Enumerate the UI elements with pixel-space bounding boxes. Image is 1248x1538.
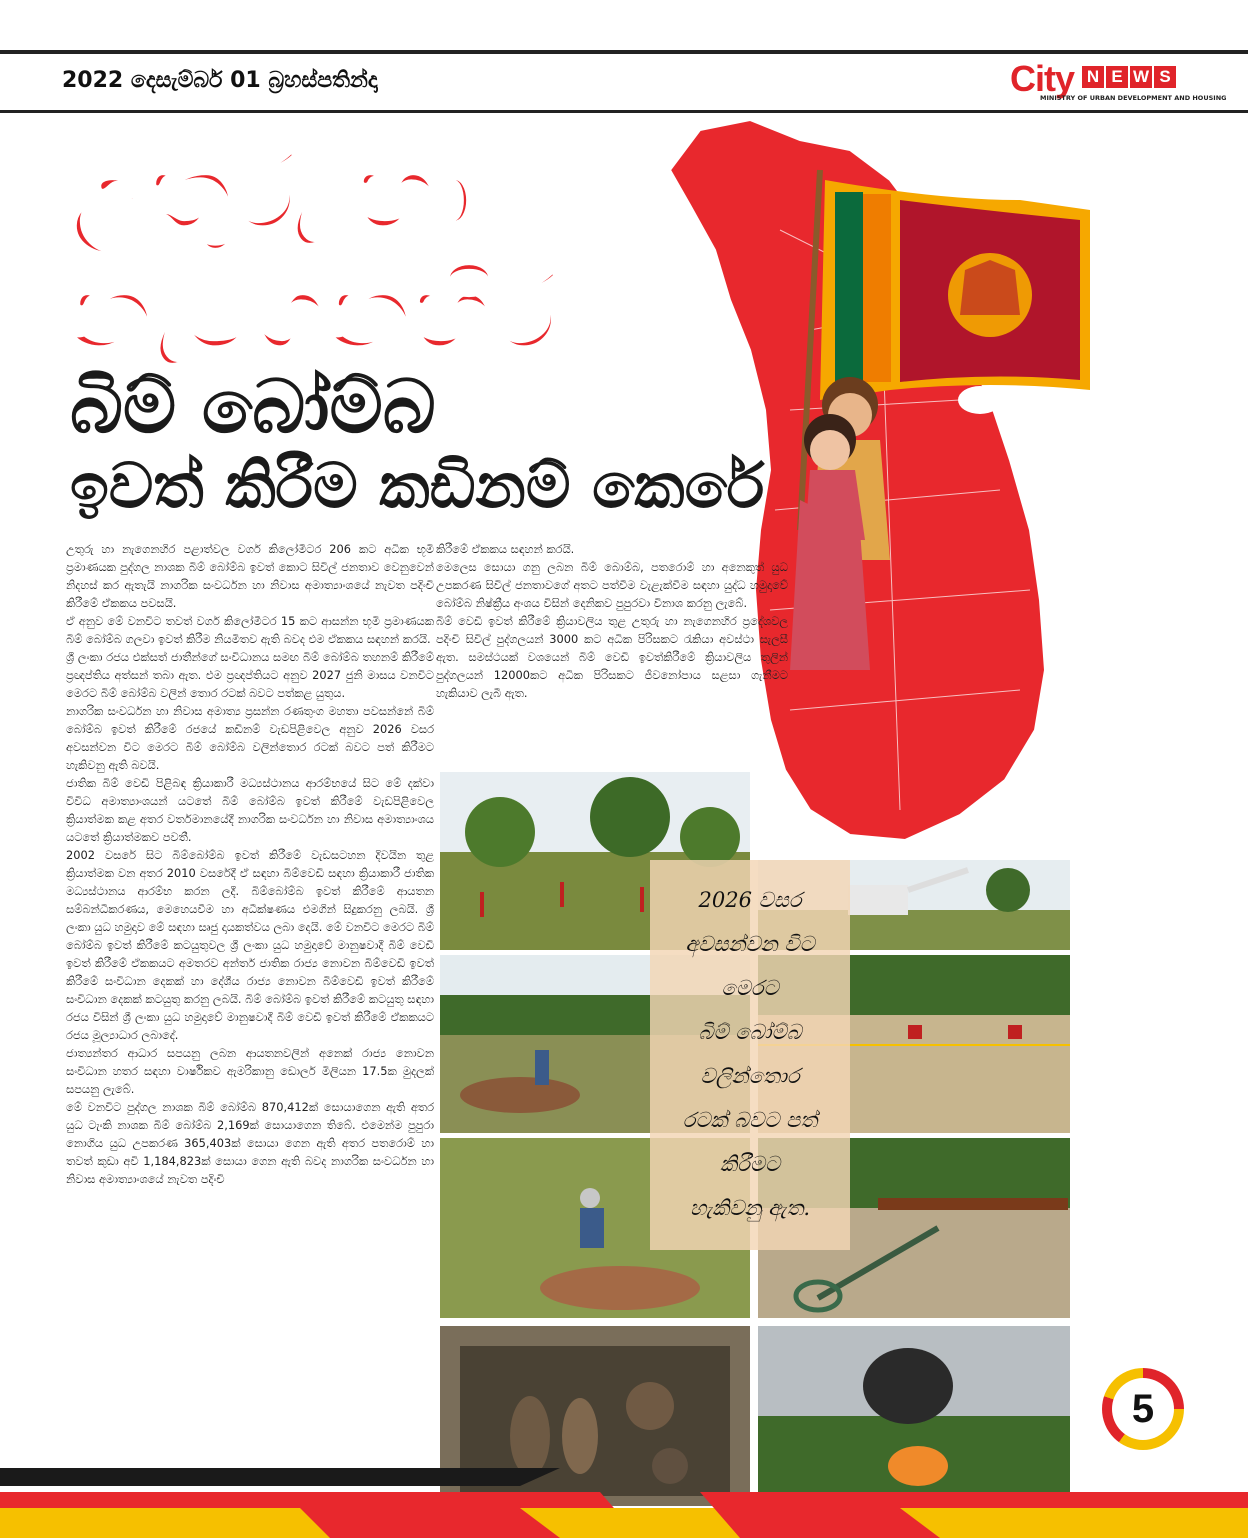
- article-column-2: [436, 540, 788, 702]
- article-paragraph: මේ වනවිට පුද්ගල නාශක බිම් බෝම්බ 870,412ක් සොයාගෙන ඇති අතර යුධ ටැංකි නාශක බිම් බෝම්බ 2,169ක් සොයාගෙන තිබේ. එමෙන්ම පුපුරා නොගිය යුධ උපකරණ 365,403ක් සොයා ගෙන ඇති අතර පතරොම් හා තවත් කුඩා අවි 1,184,823ක් සොයා ගෙන ඇති බවද නාගරික සංවර්ධන හා නිවාස අමාත්‍යාංශයේ නැවත පදිංචි: [66, 1100, 434, 1186]
- article-paragraph: නාගරික සංවර්ධන හා නිවාස අමාත්‍ය ප්‍රසන්න රණතුංග මහතා පවසන්නේ බිම් බෝම්බ ඉවත් කිරීමේ රජයේ කඩිනම් වැඩපිළිවෙල අනුව 2026 වසර අවසන්වන විට මෙරට බිම් බෝම්බ වලින්තොර රටක් බවට පත් කිරීමට හැකිවනු ඇති බවයි.: [66, 704, 434, 772]
- pull-quote-line: කිරීමට: [720, 1152, 780, 1176]
- logo-letter-s: S: [1154, 66, 1176, 88]
- top-rule: [0, 50, 1248, 54]
- headline-line3: බිම් බෝම්බ: [70, 364, 436, 450]
- headline-line4: ඉවත් කිරීම කඩිනම් කෙරේ: [70, 449, 765, 522]
- pull-quote-line: අවසන්වන විට: [685, 932, 815, 956]
- pull-quote-line: රටක් බවට පත්: [682, 1108, 818, 1132]
- footer-band: [0, 1468, 1248, 1538]
- logo-letter-n: N: [1082, 66, 1104, 88]
- article-paragraph: බිම් වෙඩි ඉවත් කිරීමේ ක්‍රියාවලිය තුළ උතුරු හා නැගෙනහිර ප්‍රදේශවල පදිංචි සිවිල් පුද්ගලයන් 3000 කට අධික පිරිසකට රැකියා අවස්ථා සැලසී ඇත. සමස්ථයක් වශයෙන් බිම් වෙඩි ඉවත්කිරීමේ ක්‍රියාවලිය තුලින් පුද්ගලයන් 12000කට අධික පිරිසකට ජීවනෝපාය සළසා ගැනීමට හැකියාව ලැබී ඇත.: [436, 614, 788, 700]
- issue-date: 2022 දෙසැම්බර් 01 බ්‍රහස්පතින්දා: [62, 68, 378, 93]
- logo-ministry: MINISTRY OF URBAN DEVELOPMENT AND HOUSING: [1040, 94, 1227, 102]
- logo-news-letters: [1082, 66, 1176, 88]
- logo-letter-w: W: [1130, 66, 1152, 88]
- logo-city-text: City: [1010, 58, 1075, 99]
- page-number: 5: [1131, 1387, 1155, 1431]
- pull-quote-line: 2026 වසර: [698, 888, 802, 912]
- pull-quote-line: බිම් බෝම්බ: [698, 1020, 802, 1044]
- logo-letter-e: E: [1106, 66, 1128, 88]
- pull-quote-line: මෙරට: [721, 976, 779, 1000]
- article-column-1: [66, 540, 434, 1188]
- article-paragraph: කිරීමේ ඒකකය සඳහන් කරයි.: [436, 542, 575, 556]
- article-paragraph: ජාත්‍යන්තර ආධාර සපයනු ලබන ආයතනවලින් අනෙක් රාජ්‍ය නොවන සංවිධාන හතර සඳහා වාර්ෂිකව ඇමරිකානු ඩොලර් මිලියන 17.5ක මුදලක් සපයනු ලැබේ.: [66, 1046, 434, 1096]
- article-paragraph: මෙලෙස සොයා ගනු ලබන බිම් බොම්බ, පතරොම් හා අනෙකුත් යුධ උපකරණ සිවිල් ජනතාවගේ අතට පත්වීම වැළැක්වීම සඳහා යුද්ධ හමුදාවේ බෝම්බ නිෂ්ක්‍රීය අංශය විසින් දෙනිකව පුපුරවා විනාශ කරනු ලැබේ.: [436, 560, 788, 610]
- pull-quote-line: වලින්තොර: [700, 1064, 800, 1088]
- pull-quote: [650, 878, 850, 1230]
- article-paragraph: උතුරු හා නැගෙනහිර පළාත්වල වර්ග කිලෝමීටර 206 කට අධික භූමි ප්‍රමාණයක පුද්ගල නාශක බිම් බෝම්බ ඉවත් කොට සිවිල් ජනතාව වෙනුවෙන් නිදහස් කර ඇතැයි නාගරික සංවර්ධන හා නිවාස අමාත්‍යාංශයේ නැවත පදිංචි කිරීමේ ඒකකය පවසයි.: [66, 542, 434, 610]
- article-paragraph: 2002 වසරේ සිට බිම්බෝම්බ ඉවත් කිරීමේ වැඩසටහන දිවයින තුළ ක්‍රියාත්මක වන අතර 2010 වසරේදී ඒ සඳහා බිම්වෙඩි සඳහා ක්‍රියාකාරී ජාතික මධ්‍යස්ථානය ආරම්භ කරන ලදී. බිම්බෝම්බ ඉවත් කිරීමේ ආයතන සම්බන්ධීකරණය, මෙහෙයවීම හා අධීක්ෂණය එමගින් සිදුකරනු ලබයි. ශ්‍රී ලංකා යුධ හමුදාව මේ සඳහා සෘජු දායකත්වය ලබා දෙයි. මේ වනවිට මෙරට බිම් බෝම්බ ඉවත් කිරීමේ කටයුතුවල ශ්‍රී ලංකා යුධ හමුදාවේ මානුෂවාදී බිම් වෙඩි ඉවත් කිරීමේ ඒකකයට අමතරව අන්තර් ජාතික රාජ්‍ය නොවන බිම්වෙඩි ඉවත් කිරීමේ සංවිධාන දෙකක් හා දේශීය රාජ්‍ය නොවන බිම්වෙඩි ඉවත් කිරීමේ සංවිධාන දෙකක් කටයුතු කරනු ලබයි. බිම් බෝම්බ ඉවත් කිරීමේ කටයුතු සඳහා රජය විසින් ශ්‍රී ලංකා යුධ හමුදාවේ මානුෂවාදී බිම් වෙඩි ඉවත් කිරීමේ ඒකකයට රජය මූල්‍යාධාර ලබාදේ.: [66, 848, 434, 1042]
- headline-line2: නැගෙනහිර: [70, 251, 558, 373]
- sri-lanka-flag: [820, 180, 1090, 400]
- citynews-logo: [1010, 58, 1227, 104]
- article-paragraph: ජාතික බිම් වෙඩි පිළිබඳ ක්‍රියාකාරී මධ්‍යස්ථානය ආරම්භයේ සිට මේ දක්වා විවිධ අමාත්‍යාංශයන් යටතේ බිම් බෝම්බ ඉවත් කිරීමේ වැඩපිළිවෙල ක්‍රියාත්මක කළ අතර වර්තමානයේදී නාගරික සංවර්ධන හා නිවාස අමාත්‍යාංශය යටතේ ක්‍රියාත්මකව පවතී.: [66, 776, 434, 844]
- article-paragraph: ඒ අනුව මේ වනවිට තවත් වර්ග කිලෝමීටර 15 කට ආසන්න භූමි ප්‍රමාණයක බිම් බෝම්බ ගලවා ඉවත් කිරීම නියමිතව ඇති බවද එම ඒකකය සඳහන් කරයි.: [66, 614, 434, 646]
- article-paragraph: ශ්‍රී ලංකා රජය එක්සත් ජාතීන්ගේ සංවිධානය සමඟ බිම් බෝම්බ තහනම් කිරීමේ ප්‍රඥප්තිය අත්සන් තබා ඇත. එම ප්‍රඥප්තියට අනුව 2027 ජුනි මාසය වනවිට මෙරට බිම් බෝම්බ වලින් තොර රටක් බවට පත්කළ යුතුය.: [66, 650, 434, 700]
- headline-line1: උතුරු හා: [70, 131, 474, 253]
- pull-quote-line: හැකිවනු ඇත.: [689, 1196, 811, 1220]
